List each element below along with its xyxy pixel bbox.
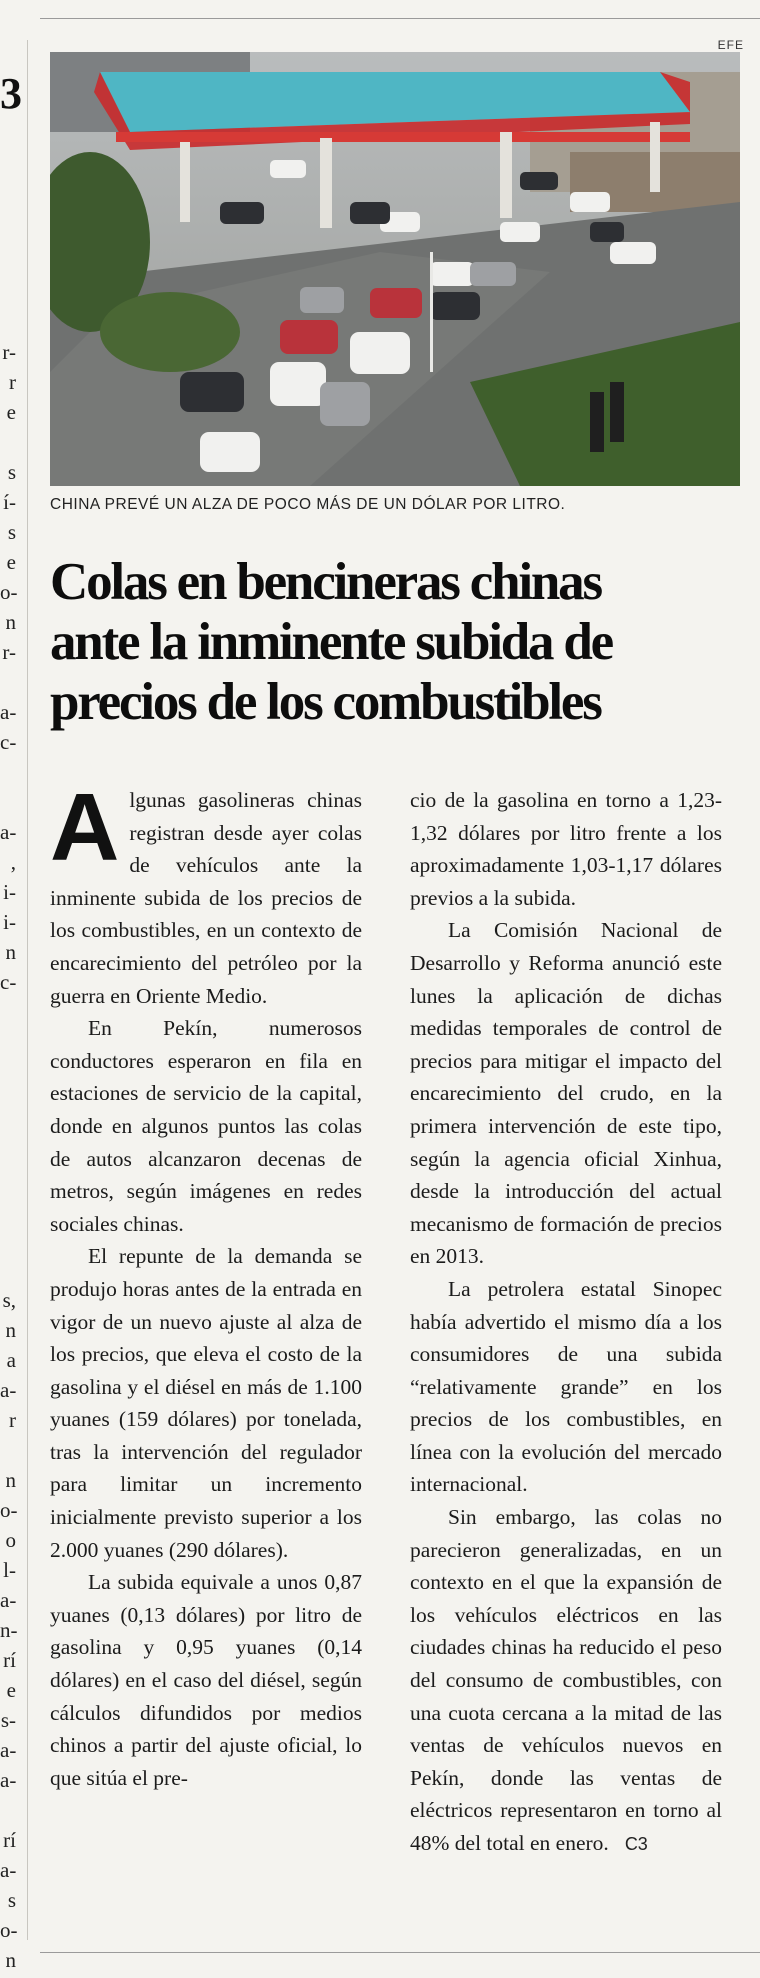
adjacent-text-fragment <box>0 1798 16 1828</box>
adjacent-text-fragment: a- <box>0 1738 17 1762</box>
headline-line: precios de los combustibles <box>50 673 601 731</box>
adjacent-text-fragment: e <box>6 550 16 574</box>
adjacent-text-fragment <box>0 790 16 820</box>
adjacent-text-fragment: , <box>10 850 16 874</box>
top-rule <box>40 18 760 19</box>
adjacent-text-fragment: c- <box>0 730 17 754</box>
adjacent-text-fragment: o- <box>0 1498 18 1522</box>
adjacent-text-fragment: i- <box>3 880 16 904</box>
adjacent-text-fragment: a- <box>0 1768 17 1792</box>
headline-line: Colas en bencineras chinas <box>50 553 601 611</box>
adjacent-text-fragment: s <box>7 460 16 484</box>
article-paragraph: cio de la gasolina en torno a 1,23-1,32 dólares por litro frente a los aproximadamente 1,03-1,17 dólares previos a la subida. <box>410 788 722 910</box>
adjacent-text-fragment: a- <box>0 1378 17 1402</box>
article-column-right <box>410 784 722 1861</box>
article-paragraph <box>410 1501 722 1861</box>
adjacent-text-fragment: í- <box>3 490 16 514</box>
adjacent-text-fragment: s <box>7 1888 16 1912</box>
column-divider <box>27 40 28 1940</box>
adjacent-text-fragment <box>0 430 16 460</box>
adjacent-text-fragment: i- <box>3 910 16 934</box>
adjacent-text-fragment: l- <box>3 1558 16 1582</box>
adjacent-text-fragment: a- <box>0 1588 17 1612</box>
adjacent-text-fragment: n <box>5 610 16 634</box>
adjacent-text-fragment <box>0 1438 16 1468</box>
adjacent-text-fragment: n <box>5 1948 16 1972</box>
adjacent-text-fragment: a- <box>0 820 17 844</box>
drop-cap: A <box>50 774 120 881</box>
news-photo <box>50 52 740 486</box>
adjacent-article-number: 3 <box>0 69 22 118</box>
adjacent-text-fragment <box>0 670 16 700</box>
adjacent-text-fragment: n <box>5 1318 16 1342</box>
paragraph-text: Sin embargo, las colas no parecieron generalizadas, en un contexto en el que la expansión de los vehículos eléctricos en las ciudades chinas ha reducido el peso del consumo de combustibles, con una cuota cercana a la mitad de las ventas de vehículos nuevos en Pekín, donde las ventas de eléctricos representaron en torno al 48% del total en enero. <box>410 1505 722 1855</box>
adjacent-text-fragment: r- <box>2 640 16 664</box>
adjacent-text-fragment: a- <box>0 700 17 724</box>
adjacent-text-fragment: rí <box>3 1648 16 1672</box>
article-paragraph: La Comisión Nacional de Desarrollo y Reforma anunció este lunes la aplicación de dichas medidas temporales de control de precios para mitigar el impacto del encarecimiento del crudo, en la primera intervención de este tipo, según la agencia oficial Xinhua, desde la introducción del actual mecanismo de formación de precios en 2013. <box>410 918 722 1269</box>
adjacent-text-fragment: n- <box>0 1618 18 1642</box>
article-paragraph <box>50 774 362 1012</box>
adjacent-text-fragment: s, <box>2 1288 16 1312</box>
adjacent-text-fragment: e <box>6 400 16 424</box>
photo-caption: CHINA PREVÉ UN ALZA DE POCO MÁS DE UN DÓLAR POR LITRO. <box>50 496 566 513</box>
adjacent-text-fragment: a <box>6 1348 16 1372</box>
article-paragraph: La subida equivale a unos 0,87 yuanes (0,13 dólares) por litro de gasolina y 0,95 yuanes (0,14 dólares) en el caso del diésel, según cálculos difundidos por medios chinos a partir del ajuste oficial, lo que sitúa el pre- <box>50 1570 362 1790</box>
adjacent-text-fragment: r <box>9 370 16 394</box>
adjacent-text-fragment: s <box>7 520 16 544</box>
article-column-left <box>50 774 362 1794</box>
adjacent-text-fragment <box>0 760 16 790</box>
adjacent-text-fragment: c- <box>0 970 17 994</box>
article-paragraph: En Pekín, numerosos conductores esperaron en fila en estaciones de servicio de la capital, donde en algunos puntos las colas de autos alcanzaron decenas de metros, según imágenes en redes sociales chinas. <box>50 1016 362 1236</box>
adjacent-text-fragment: e <box>6 1678 16 1702</box>
headline-line: ante la inminente subida de <box>50 613 612 671</box>
adjacent-text-fragment: a- <box>0 1858 17 1882</box>
article-paragraph: La petrolera estatal Sinopec había advertido el mismo día a los consumidores de una subida “relativamente grande” en los precios de los combustibles, en línea con la evolución del mercado internacional. <box>410 1276 722 1497</box>
adjacent-text-fragment: r- <box>2 340 16 364</box>
gas-station-photo-illustration <box>50 52 740 486</box>
bottom-rule <box>40 1952 760 1953</box>
end-mark: C3 <box>624 1834 648 1854</box>
adjacent-text-fragment: o- <box>0 580 18 604</box>
adjacent-text-fragment: o <box>5 1528 16 1552</box>
adjacent-text-fragment: r <box>9 1408 16 1432</box>
photo-credit: EFE <box>717 38 744 52</box>
adjacent-text-fragment: n <box>5 940 16 964</box>
adjacent-column-text-top <box>0 340 16 1000</box>
article-paragraph: El repunte de la demanda se produjo horas antes de la entrada en vigor de un nuevo ajuste al alza de los precios, que eleva el costo de la gasolina y el diésel en más de 1.100 yuanes (159 dólares) por tonelada, tras la intervención del regulador para limitar un incremento inicialmente previsto superior a los 2.000 yuanes (290 dólares). <box>50 1244 362 1562</box>
adjacent-text-fragment: n <box>5 1468 16 1492</box>
adjacent-column-text-bottom <box>0 1288 16 1978</box>
adjacent-text-fragment: o- <box>0 1918 18 1942</box>
adjacent-text-fragment: rí <box>3 1828 16 1852</box>
adjacent-text-fragment: s- <box>0 1708 16 1732</box>
paragraph-text: lgunas gasolineras chinas registran desde ayer colas de vehículos ante la inminente subida de los precios de los combustibles, en un contexto de encarecimiento del petróleo por la guerra en Oriente Medio. <box>50 788 362 1008</box>
article-headline <box>50 552 750 732</box>
